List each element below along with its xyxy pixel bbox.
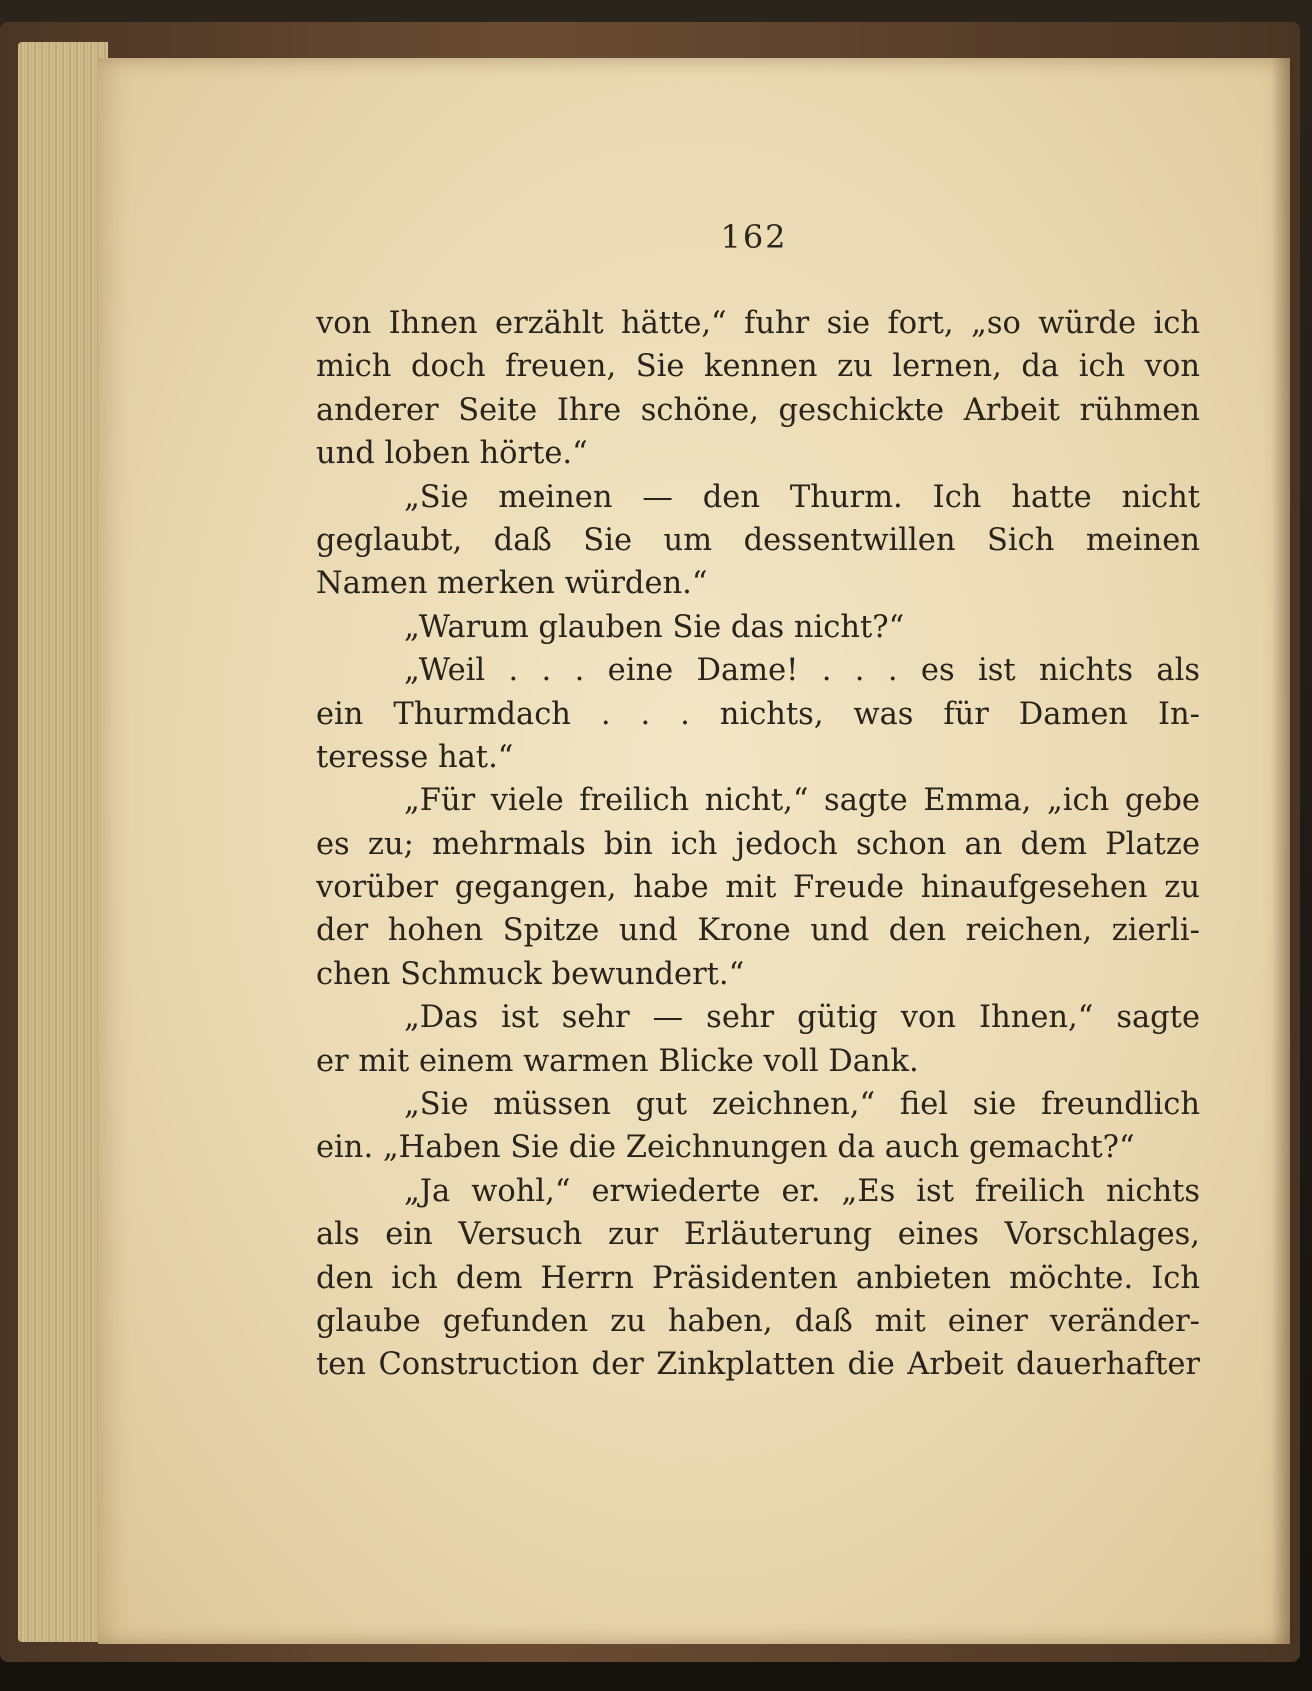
text-line: Namen merken würden.“ <box>316 566 708 602</box>
text-line: ein. „Haben Sie die Zeichnungen da auch gemacht?“ <box>316 1130 1135 1166</box>
text-line: teresse hat.“ <box>316 739 514 775</box>
body-text <box>316 302 1200 1387</box>
page-number: 162 <box>720 218 788 256</box>
text-line: vorüber gegangen, habe mit Freude hinaufgesehen zu <box>316 870 1200 906</box>
text-line: und loben hörte.“ <box>316 436 588 472</box>
text-line: „Weil . . . eine Dame! . . . es ist nichts als <box>404 653 1200 689</box>
text-line: „Sie müssen gut zeichnen,“ fiel sie freundlich <box>404 1087 1200 1123</box>
text-line: chen Schmuck bewundert.“ <box>316 956 745 992</box>
text-line: der hohen Spitze und Krone und den reichen, zierli- <box>316 913 1200 949</box>
text-line: „Sie meinen — den Thurm. Ich hatte nicht <box>404 479 1200 515</box>
text-line: den ich dem Herrn Präsidenten anbieten möchte. Ich <box>316 1260 1200 1296</box>
text-line: geglaubt, daß Sie um dessentwillen Sich meinen <box>316 522 1200 558</box>
text-line: ein Thurmdach . . . nichts, was für Damen In- <box>316 696 1200 732</box>
text-line: „Warum glauben Sie das nicht?“ <box>404 609 905 645</box>
text-line: glaube gefunden zu haben, daß mit einer veränder- <box>316 1303 1200 1339</box>
gutter-shadow <box>1272 58 1294 1644</box>
text-line: als ein Versuch zur Erläuterung eines Vorschlages, <box>316 1217 1200 1253</box>
text-line: ten Construction der Zinkplatten die Arbeit dauerhafter <box>316 1347 1200 1383</box>
text-line: anderer Seite Ihre schöne, geschickte Arbeit rühmen <box>316 392 1200 428</box>
text-line: er mit einem warmen Blicke voll Dank. <box>316 1043 919 1079</box>
text-line: „Das ist sehr — sehr gütig von Ihnen,“ sagte <box>404 1000 1200 1036</box>
text-line: von Ihnen erzählt hätte,“ fuhr sie fort, „so würde ich <box>316 306 1200 341</box>
text-line: mich doch freuen, Sie kennen zu lernen, da ich von <box>316 349 1200 385</box>
text-line: „Ja wohl,“ erwiederte er. „Es ist freilich nichts <box>404 1173 1200 1209</box>
text-line: es zu; mehrmals bin ich jedoch schon an dem Platze <box>316 826 1200 862</box>
text-line: „Für viele freilich nicht,“ sagte Emma, „ich gebe <box>404 783 1200 819</box>
page-edges <box>18 42 108 1642</box>
